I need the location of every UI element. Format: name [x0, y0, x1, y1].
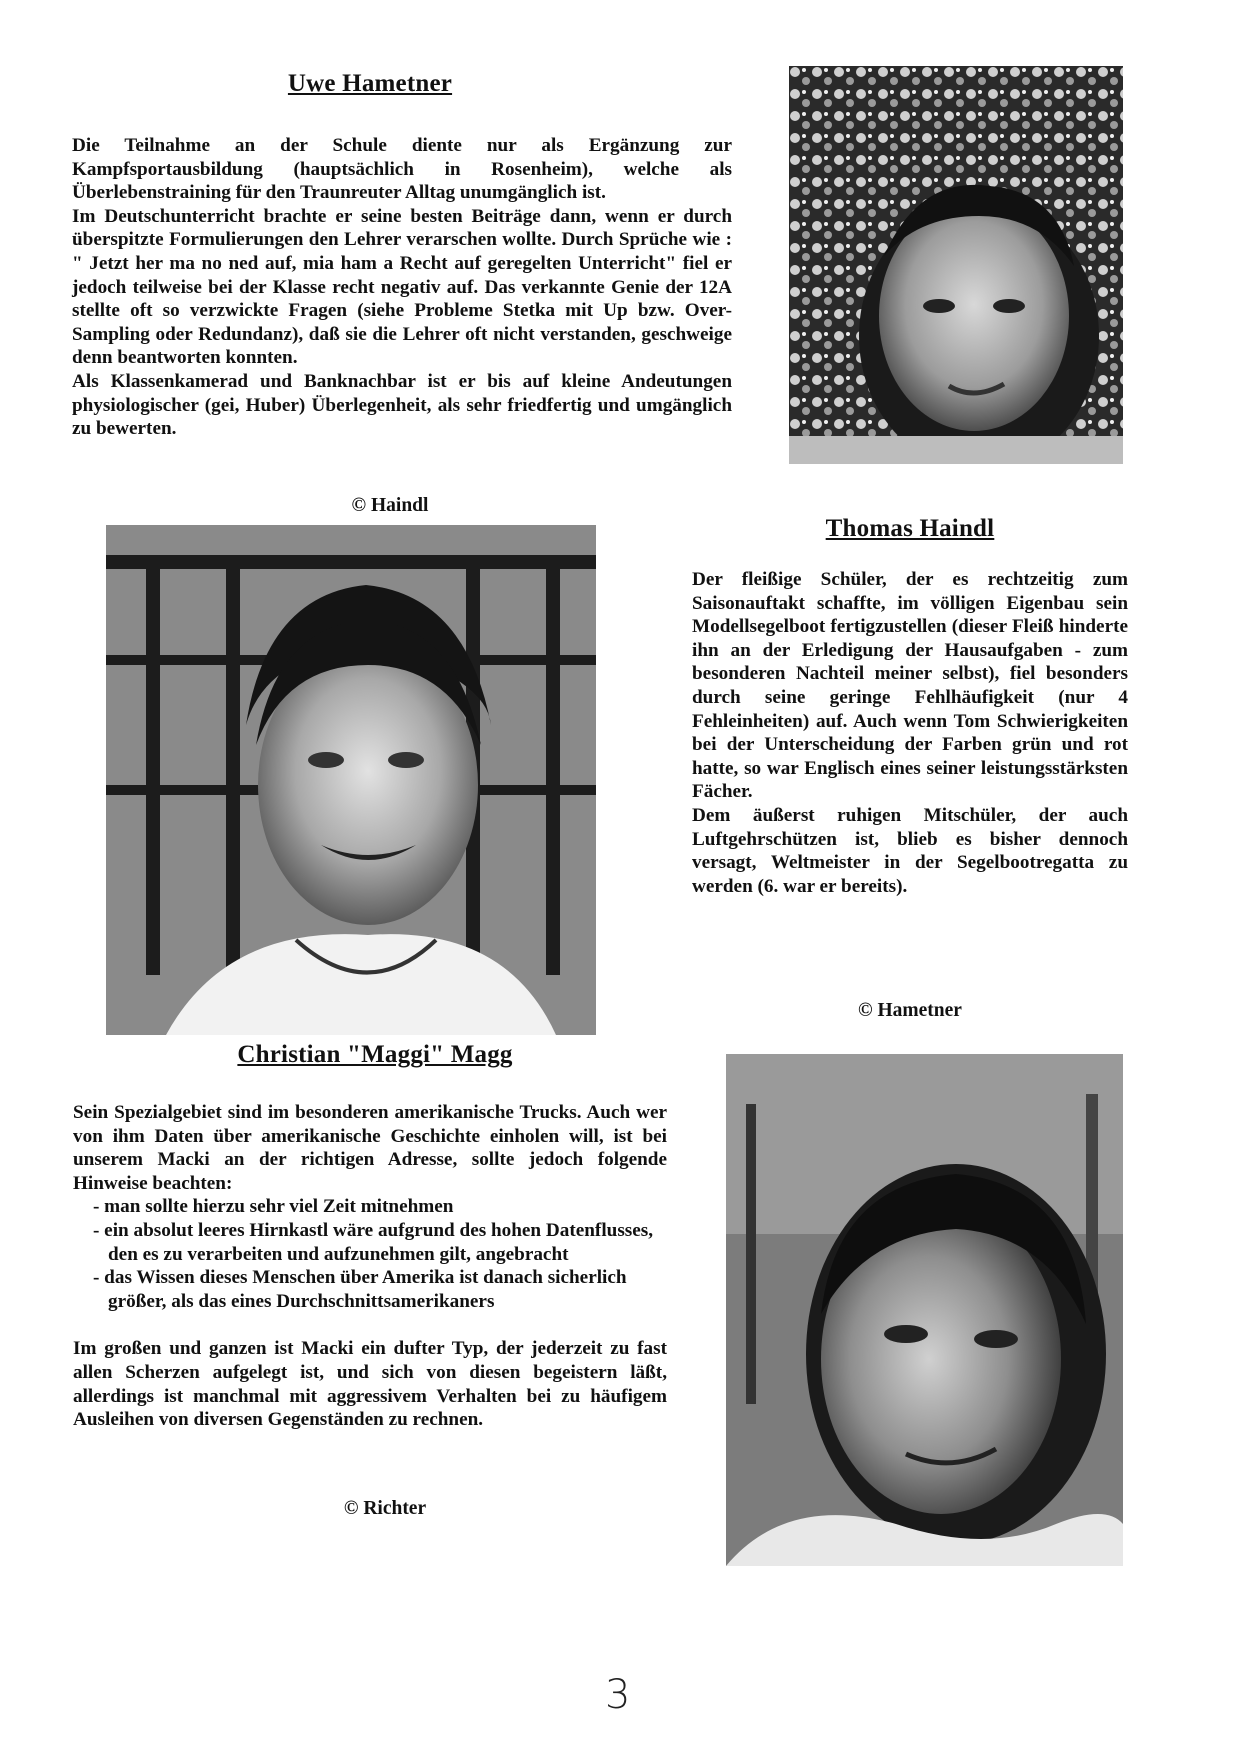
- thomas-title: Thomas Haindl: [825, 515, 995, 542]
- christian-text: [73, 1101, 667, 1432]
- thomas-portrait-photo: [726, 1054, 1123, 1566]
- uwe-title: Uwe Hametner: [287, 70, 453, 97]
- christian-title: Christian "Maggi" Magg: [237, 1041, 513, 1068]
- christian-portrait-photo: [106, 525, 596, 1035]
- uwe-paragraph: Im Deutschunterricht brachte er seine besten Beiträge dann, wenn er durch überspitzte Formulierungen den Lehrer verarschen wollte. Durch Sprüche wie : " Jetzt her ma no ned auf, mia ham a Recht auf geregelten Unterricht" fiel er jedoch teilweise bei der Klasse recht negativ auf. Das verkannte Genie der 12A stellte oft so verzwickte Fragen (siehe Probleme Stetka mit Up bzw. Over-Sampling oder Redundanz), daß sie die Lehrer oft nicht verstanden, geschweige denn beantworten konnten.: [72, 205, 732, 369]
- uwe-credit: © Haindl: [351, 495, 429, 516]
- christian-credit: © Richter: [343, 1498, 427, 1519]
- list-item: - das Wissen dieses Menschen über Amerika ist danach sicherlich größer, als das eines Durchschnittsamerikaners: [93, 1267, 627, 1312]
- page-number: 3: [605, 1672, 631, 1718]
- uwe-paragraph: Als Klassenkamerad und Banknachbar ist er bis auf kleine Andeutungen physiologischer (gei, Huber) Überlegenheit, als sehr friedfertig und umgänglich zu bewerten.: [72, 370, 732, 440]
- thomas-credit: © Hametner: [858, 1000, 962, 1021]
- list-item: - ein absolut leeres Hirnkastl wäre aufgrund des hohen Datenflusses, den es zu verarbeiten und aufzunehmen gilt, angebracht: [93, 1219, 654, 1265]
- list-item: - man sollte hierzu sehr viel Zeit mitnehmen: [93, 1196, 454, 1218]
- uwe-portrait-photo: [789, 66, 1123, 464]
- thomas-paragraph: Der fleißige Schüler, der es rechtzeitig zum Saisonauftakt schaffte, im völligen Eigenbau sein Modellsegelboot fertigzustellen (dieser Fleiß hinderte ihn an der Erledigung der Hausaufgaben - zum besonderen Nachteil meiner selbst), fiel besonders durch seine geringe Fehlhäufigkeit (nur 4 Fehleinheiten) auf. Auch wenn Tom Schwierigkeiten bei der Unterscheidung der Farben grün und rot hatte, so war Englisch eines seiner leistungsstärksten Fächer.: [692, 569, 1128, 803]
- thomas-text: [692, 568, 1128, 898]
- christian-intro: Sein Spezialgebiet sind im besonderen amerikanische Trucks. Auch wer von ihm Daten über amerikanische Geschichte einholen will, ist bei unserem Macki an der richtigen Adresse, sollte jedoch folgende Hinweise beachten:: [73, 1102, 667, 1194]
- christian-hint-list: [73, 1195, 667, 1313]
- thomas-paragraph: Dem äußerst ruhigen Mitschüler, der auch Luftgehrschützen ist, blieb es bisher dennoch versagt, Weltmeister in der Segelbootregatta zu werden (6. war er bereits).: [692, 804, 1128, 897]
- uwe-paragraph: Die Teilnahme an der Schule diente nur als Ergänzung zur Kampfsportausbildung (hauptsächlich in Rosenheim), welche als Überlebenstraining für den Traunreuter Alltag unumgänglich ist.: [72, 135, 732, 204]
- uwe-text: [72, 134, 732, 441]
- christian-closing: Im großen und ganzen ist Macki ein dufter Typ, der jederzeit zu fast allen Scherzen aufgelegt ist, und sich von diesen begeistern läßt, allerdings ist manchmal mit aggressivem Verhalten bei zu häufigem Ausleihen von diversen Gegenständen zu rechnen.: [73, 1338, 667, 1431]
